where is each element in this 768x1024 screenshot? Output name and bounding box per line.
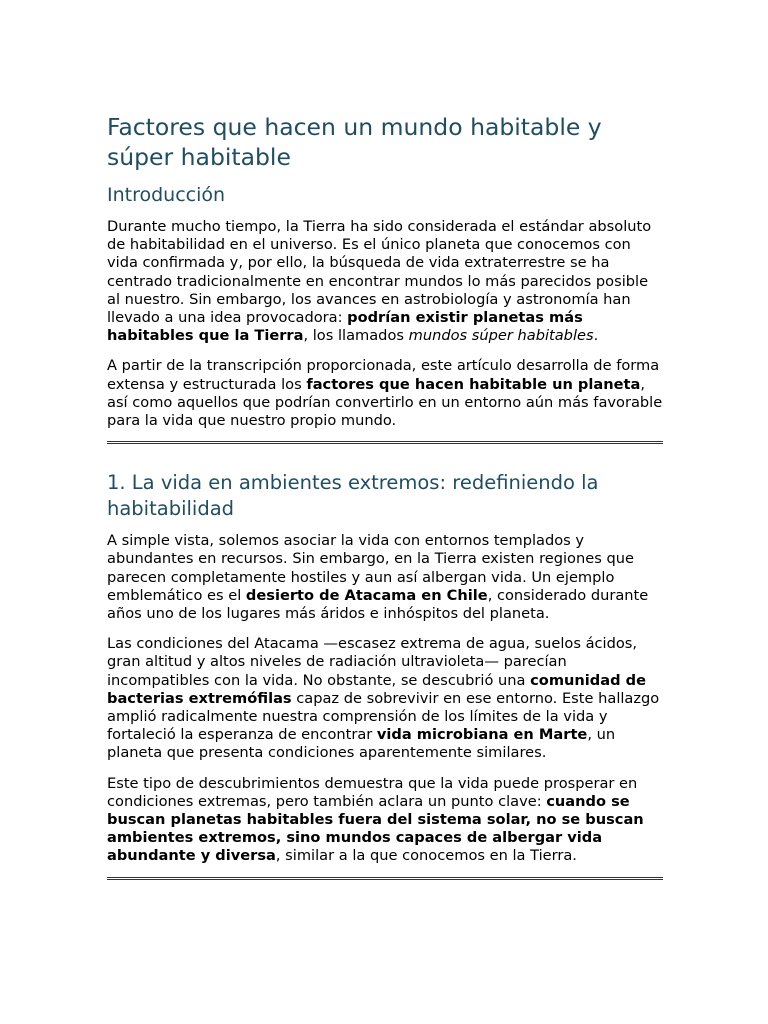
text-run: , un planeta que presenta condiciones aparentemente similares. <box>107 726 616 762</box>
section-divider <box>107 877 663 880</box>
text-run: A partir de la transcripción proporcionada, este artículo desarrolla de forma extensa y estructurada los <box>107 357 660 393</box>
bold-run: comunidad de bacterias extremófilas <box>107 671 646 707</box>
text-run: , así como aquellos que podrían convertirlo en un entorno aún más favorable para la vida que nuestro propio mundo. <box>107 375 663 430</box>
bold-run: vida microbiana en Marte <box>376 726 588 744</box>
section-1-paragraph-3 <box>107 775 663 866</box>
italic-run: mundos súper habitables <box>408 327 594 345</box>
text-run: , similar a la que conocemos en la Tierra. <box>275 847 577 865</box>
intro-paragraph-1 <box>107 218 663 345</box>
text-run: Este tipo de descubrimientos demuestra que la vida puede prosperar en condiciones extremas, pero también aclara un punto clave: <box>107 774 638 810</box>
bold-run: podrían existir planetas más habitables que la Tierra <box>107 309 583 345</box>
bold-run: cuando se buscan planetas habitables fuera del sistema solar, no se buscan ambientes extremos, sino mundos capaces de albergar vida abundante y diversa <box>107 792 644 865</box>
intro-paragraph-2 <box>107 357 663 430</box>
text-run: capaz de sobrevivir en ese entorno. Este hallazgo amplió radicalmente nuestra comprensión de los límites de la vida y fortaleció la esperanza de encontrar <box>107 689 660 744</box>
text-run: , los llamados <box>303 327 409 345</box>
intro-heading: Introducción <box>107 184 226 206</box>
text-run: Durante mucho tiempo, la Tierra ha sido considerada el estándar absoluto de habitabilidad en el universo. Es el único planeta que conocemos con vida confirmada y, por ello, la búsqueda de vida extraterrestre se ha centrado tradicionalmente en encontrar mundos lo más parecidos posible al nuestro. Sin embargo, los avances en astrobiología y astronomía han llevado a una idea provocadora: <box>107 218 652 327</box>
text-run: . <box>593 327 599 345</box>
section-1-paragraph-2 <box>107 635 663 762</box>
bold-run: desierto de Atacama en Chile <box>245 586 488 604</box>
document-title: Factores que hacen un mundo habitable y súper habitable <box>107 113 602 171</box>
section-1-heading: 1. La vida en ambientes extremos: redefiniendo la habitabilidad <box>107 471 599 521</box>
text-run: Las condiciones del Atacama —escasez extrema de agua, suelos ácidos, gran altitud y altos niveles de radiación ultravioleta— parecían incompatibles con la vida. No obstante, se descubrió una <box>107 635 638 689</box>
text-run: , considerado durante años uno de los lugares más áridos e inhóspitos del planeta. <box>107 586 649 623</box>
document-page <box>107 112 663 880</box>
section-1-paragraph-1 <box>107 532 663 623</box>
bold-run: factores que hacen habitable un planeta <box>306 375 641 393</box>
section-divider <box>107 441 663 444</box>
text-run: A simple vista, solemos asociar la vida con entornos templados y abundantes en recursos. Sin embargo, en la Tierra existen regiones que parecen completamente hostiles y aun así albergan vida. Un ejemplo emblemático es el <box>107 532 634 604</box>
